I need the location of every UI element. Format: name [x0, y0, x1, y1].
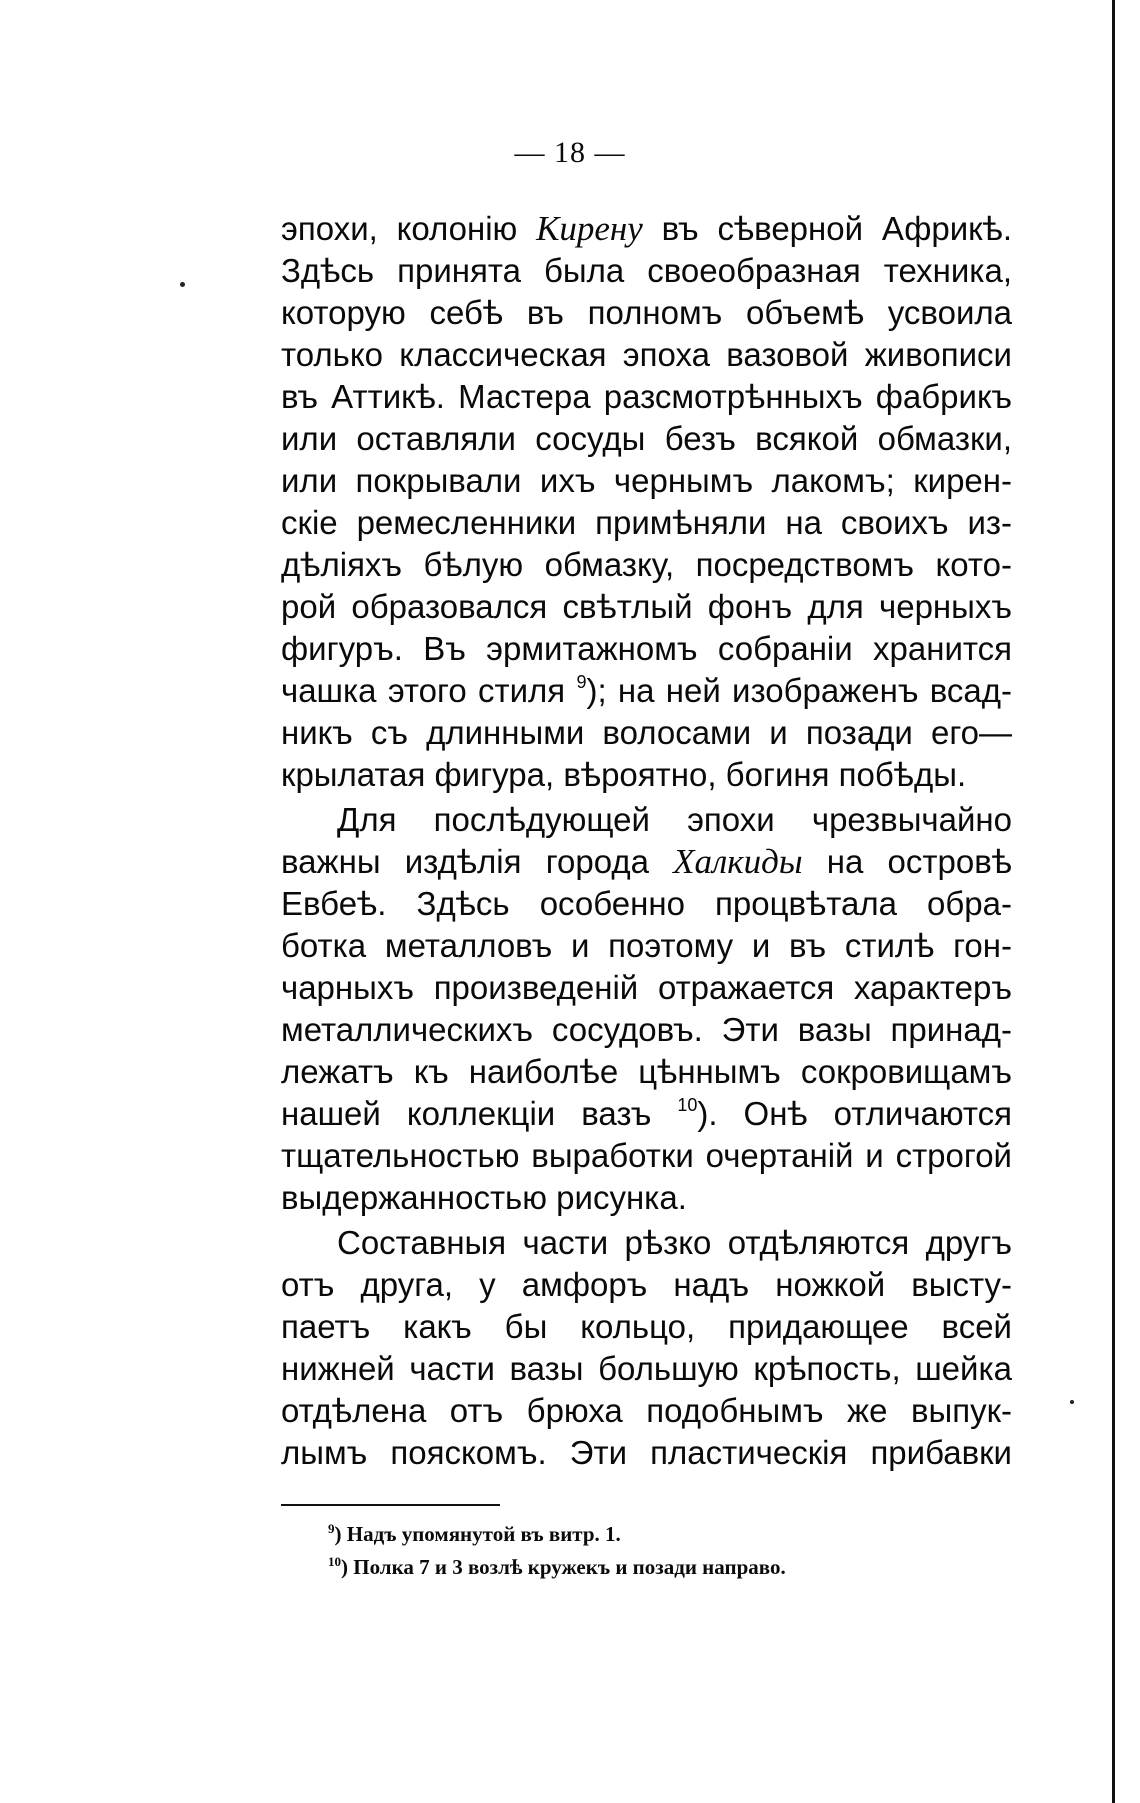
footnote — [328, 1551, 786, 1584]
text-line: эпохи, колонію Кирену въ сѣверной Африкѣ. — [281, 209, 1012, 248]
footnote-text: ) Надъ упомянутой въ витр. 1. — [334, 1522, 621, 1546]
page-number: — 18 — — [514, 136, 626, 169]
footnote — [328, 1518, 786, 1551]
text-line: или оставляли сосуды безъ всякой обмазки, — [281, 420, 1012, 457]
text-line: лежатъ къ наиболѣе цѣннымъ сокровищамъ — [281, 1053, 1012, 1090]
text-line: нашей коллекціи вазъ $^{10}$). Онѣ отличаются — [281, 1095, 1013, 1132]
print-speck — [1070, 1400, 1074, 1404]
text-line: отдѣлена отъ брюха подобнымъ же выпук- — [281, 1392, 1012, 1429]
body-text — [281, 208, 1012, 1474]
text-line: никъ съ длинными волосами и позади его— — [281, 714, 1012, 751]
text-line: Здѣсь принята была своеобразная техника, — [281, 252, 1012, 289]
text-line: Евбеѣ. Здѣсь особенно процвѣтала обра- — [281, 885, 1012, 922]
footnote-text: ) Полка 7 и 3 возлѣ кружекъ и позади направо. — [341, 1555, 786, 1579]
text-line: металлическихъ сосудовъ. Эти вазы принад- — [281, 1011, 1012, 1048]
text-line: крылатая фигура, вѣроятно, богиня побѣды. — [281, 756, 967, 793]
text-line: только классическая эпоха вазовой живописи — [281, 336, 1012, 373]
text-line: въ Аттикѣ. Мастера разсмотрѣнныхъ фабрикъ — [281, 378, 1012, 415]
text-line: ботка металловъ и поэтому и въ стилѣ гон- — [281, 927, 1012, 964]
footnote-divider — [281, 1504, 500, 1506]
text-line: Для послѣдующей эпохи чрезвычайно — [337, 801, 1012, 838]
footnote-reference: 10 — [677, 1095, 698, 1115]
text-line: или покрывали ихъ чернымъ лакомъ; кирен- — [281, 462, 1012, 499]
text-line: чарныхъ произведеній отражается характеръ — [281, 969, 1012, 1006]
emphasized-place-name: Кирену — [536, 209, 643, 248]
footnote-reference: 9 — [576, 672, 587, 692]
text-line: выдержанностью рисунка. — [281, 1179, 687, 1216]
text-line: чашка этого стиля $^9$); на ней изображенъ всад- — [281, 672, 1013, 709]
text-line: скіе ремесленники примѣняли на своихъ из- — [281, 504, 1012, 541]
text-line: дѣліяхъ бѣлую обмазку, посредствомъ кото- — [281, 546, 1012, 583]
print-speck — [180, 282, 185, 287]
text-line: тщательностью выработки очертаній и строгой — [281, 1137, 1012, 1174]
page-edge-line — [1112, 0, 1115, 1803]
footnotes — [328, 1518, 786, 1584]
text-line: нижней части вазы большую крѣпость, шейка — [281, 1350, 1012, 1387]
text-line: фигуръ. Въ эрмитажномъ собраніи хранится — [281, 630, 1012, 667]
text-line: паетъ какъ бы кольцо, придающее всей — [281, 1308, 1012, 1345]
footnote-mark: 10 — [328, 1554, 341, 1569]
text-line: важны издѣлія города Халкиды на островѣ — [281, 842, 1012, 881]
footnote-mark: 9 — [328, 1521, 335, 1536]
text-line: рой образовался свѣтлый фонъ для черныхъ — [281, 588, 1012, 625]
text-line: Составныя части рѣзко отдѣляются другъ — [337, 1224, 1012, 1261]
emphasized-place-name: Халкиды — [673, 842, 803, 881]
text-line: которую себѣ въ полномъ объемѣ усвоила — [281, 294, 1012, 331]
text-line: отъ друга, у амфоръ надъ ножкой высту- — [281, 1266, 1012, 1303]
text-line: лымъ пояскомъ. Эти пластическія прибавки — [281, 1434, 1012, 1471]
